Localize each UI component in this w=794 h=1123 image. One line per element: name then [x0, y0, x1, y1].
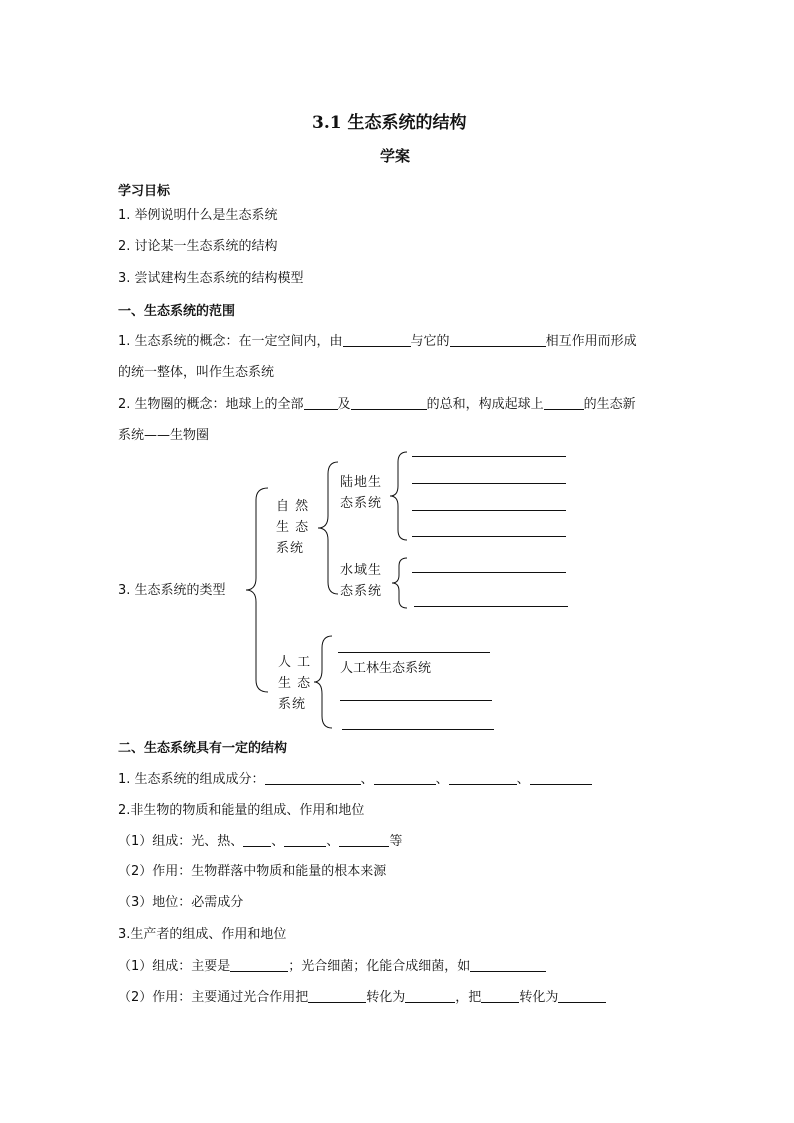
artificial-brace	[314, 636, 332, 728]
land-label-2: 态系统	[340, 496, 383, 511]
artificial-blank-3[interactable]	[342, 729, 494, 730]
s2-q2-1-text: （1）组成：光、热、	[118, 834, 244, 849]
abiotic-blank-1[interactable]	[243, 833, 271, 847]
q1-text-c: 相互作用而形成	[545, 334, 637, 349]
separator: 、	[435, 772, 449, 787]
land-label-1: 陆地生	[340, 475, 383, 490]
section2-question-3: 3.生产者的组成、作用和地位	[118, 927, 287, 942]
land-brace	[390, 452, 407, 540]
s2-q3-1-text: （1）组成：主要是	[118, 959, 231, 974]
component-blank-3[interactable]	[449, 771, 517, 785]
q2-text-d: 的生态新	[583, 397, 636, 412]
water-ecosystem-label	[340, 560, 382, 602]
section2-question-2: 2.非生物的物质和能量的组成、作用和地位	[118, 803, 365, 818]
q2-text-c: 的总和，构成起球上	[426, 397, 544, 412]
artificial-example: 人工林生态系统	[340, 661, 432, 676]
producer-role	[118, 989, 606, 1007]
s2-q3-2-b: 转化为	[366, 990, 406, 1005]
objectives-heading: 学习目标	[118, 184, 171, 199]
land-blank-1[interactable]	[412, 456, 566, 457]
question-3-label: 3. 生态系统的类型	[118, 583, 226, 598]
artificial-label-2: 生 态	[278, 676, 312, 691]
land-blank-3[interactable]	[412, 510, 566, 511]
component-blank-4[interactable]	[530, 771, 592, 785]
component-blank-1[interactable]	[265, 771, 361, 785]
abiotic-blank-3[interactable]	[339, 833, 389, 847]
producer-blank-3[interactable]	[308, 989, 366, 1003]
s2-q3-2-text: （2）作用：主要通过光合作用把	[118, 990, 309, 1005]
water-brace	[392, 558, 407, 608]
abiotic-composition	[118, 833, 402, 851]
abiotic-role: （2）作用：生物群落中物质和能量的根本来源	[118, 864, 387, 879]
section2-question-1	[118, 771, 592, 789]
natural-label-2: 生 态	[276, 520, 310, 535]
main-brace	[246, 488, 268, 692]
producer-blank-4[interactable]	[405, 989, 455, 1003]
separator: 、	[271, 834, 285, 849]
section1-heading: 一、生态系统的范围	[118, 304, 236, 319]
s2-q3-2-c: ，把	[455, 990, 482, 1005]
objective-item: 3. 尝试建构生态系统的结构模型	[118, 271, 304, 286]
water-blank-1[interactable]	[412, 572, 566, 573]
water-label-2: 态系统	[340, 584, 383, 599]
producer-composition	[118, 958, 546, 976]
page-title: 3.1 生态系统的结构	[312, 113, 467, 133]
land-blank-4[interactable]	[412, 536, 566, 537]
abiotic-blank-2[interactable]	[284, 833, 326, 847]
question-1-line2: 的统一整体，叫作生态系统	[118, 365, 275, 380]
producer-blank-6[interactable]	[558, 989, 606, 1003]
land-blank-2[interactable]	[412, 483, 566, 484]
s2-q1-text: 1. 生态系统的组成成分：	[118, 772, 265, 787]
artificial-label-3: 系统	[278, 697, 307, 712]
separator: 、	[326, 834, 340, 849]
component-blank-2[interactable]	[374, 771, 436, 785]
artificial-ecosystem-label	[278, 652, 311, 715]
objective-item: 1. 举例说明什么是生态系统	[118, 208, 278, 223]
natural-label-1: 自 然	[276, 499, 310, 514]
objective-item: 2. 讨论某一生态系统的结构	[118, 239, 278, 254]
artificial-label-1: 人 工	[278, 655, 312, 670]
s2-q3-2-d: 转化为	[519, 990, 559, 1005]
q1-text-b: 与它的	[410, 334, 450, 349]
abiotic-status: （3）地位：必需成分	[118, 895, 244, 910]
q1-text-a: 1. 生态系统的概念：在一定空间内，由	[118, 334, 343, 349]
q2-text-a: 2. 生物圈的概念：地球上的全部	[118, 397, 304, 412]
producer-blank-1[interactable]	[230, 958, 288, 972]
natural-label-3: 系统	[276, 541, 305, 556]
separator: 、	[360, 772, 374, 787]
water-blank-2[interactable]	[414, 606, 568, 607]
question-2-line2: 系统——生物圈	[118, 428, 210, 443]
land-ecosystem-label	[340, 472, 382, 514]
page-subtitle: 学案	[380, 147, 411, 165]
natural-ecosystem-label	[276, 496, 309, 559]
producer-blank-5[interactable]	[481, 989, 519, 1003]
q2-text-b: 及	[337, 397, 351, 412]
artificial-blank-1[interactable]	[338, 652, 490, 653]
producer-blank-2[interactable]	[470, 958, 546, 972]
natural-brace	[318, 462, 338, 594]
section2-heading: 二、生态系统具有一定的结构	[118, 741, 288, 756]
s2-q2-1-end: 等	[389, 834, 403, 849]
artificial-blank-2[interactable]	[340, 700, 492, 701]
separator: 、	[516, 772, 530, 787]
s2-q3-1-mid: ；光合细菌；化能合成细菌，如	[288, 959, 471, 974]
water-label-1: 水域生	[340, 563, 383, 578]
